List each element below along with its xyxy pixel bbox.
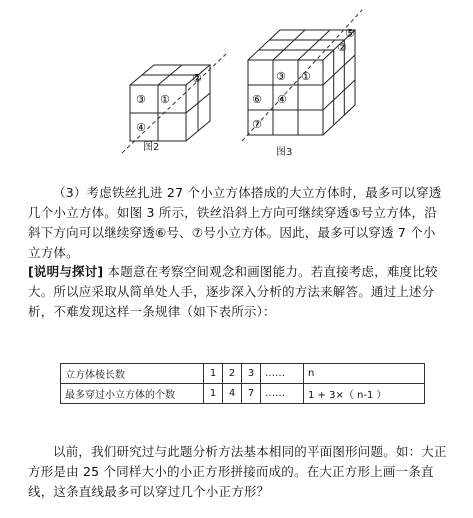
figure-2-cube-drawing (120, 50, 230, 160)
table-row (61, 364, 425, 384)
paragraph-extension: 以前，我们研究过与此题分析方法基本相同的平面图形问题。如：大正方形是由 25 个同样大小的小正方形拼接而成的。在大正方形上画一条直线，这条直线最多可以穿过几个小正方形？ (28, 444, 447, 499)
paragraph-explanation: （3）考虑铁丝扎进 27 个小立方体搭成的大立方体时，最多可以穿透几个小立方体。如图 3 所示，铁丝沿斜上方向可继续穿透⑤号立方体，沿斜下方向可以继续穿透⑥号、⑦号小立方体。因此，最多可以穿透 7 个小立方体。 (28, 185, 442, 260)
paragraph-discussion (28, 262, 448, 322)
table-cell: …… (261, 364, 304, 384)
table-cell: 立方体棱长数 (61, 364, 204, 384)
cube-label: ⑦ (252, 118, 262, 131)
cube-label: ⑥ (252, 93, 262, 106)
table-cell: 最多穿过小立方体的个数 (61, 384, 204, 404)
figure-2 (120, 50, 230, 160)
table-row (61, 384, 425, 404)
table-cell: 1 + 3×（ n-1 ） (304, 384, 425, 404)
cube-label: ③ (276, 70, 286, 83)
table-cell: 1 (204, 364, 223, 384)
figure-3-caption: 图3 (276, 147, 293, 158)
figure-3 (238, 4, 368, 144)
table-cell: 3 (242, 364, 261, 384)
cube-label: ④ (136, 121, 146, 134)
cube-label: ① (160, 93, 170, 106)
table-cell: 4 (223, 384, 242, 404)
discussion-text: 本题意在考察空间观念和画图能力。若直接考虑，难度比较大。所以应采取从简单处人手，逐步深入分析的方法来解答。通过上述分析，不难发现这样一条规律（如下表所示）： (28, 264, 438, 319)
figure-2-caption: 图2 (143, 142, 160, 153)
table-cell: 1 (204, 384, 223, 404)
table-cell: …… (261, 384, 304, 404)
table-cell: 2 (223, 364, 242, 384)
rule-table (60, 363, 425, 404)
figure-3-cube-drawing (238, 4, 368, 144)
table-cell: n (304, 364, 425, 384)
cube-label: ③ (136, 93, 146, 106)
discussion-lead: [说明与探讨] (28, 264, 104, 279)
cube-label: ② (192, 72, 202, 85)
table-cell: 7 (242, 384, 261, 404)
cube-label: ④ (277, 93, 287, 106)
cube-label: ① (301, 70, 311, 83)
cube-label: ⑤ (345, 27, 355, 40)
cube-label: ② (337, 41, 347, 54)
